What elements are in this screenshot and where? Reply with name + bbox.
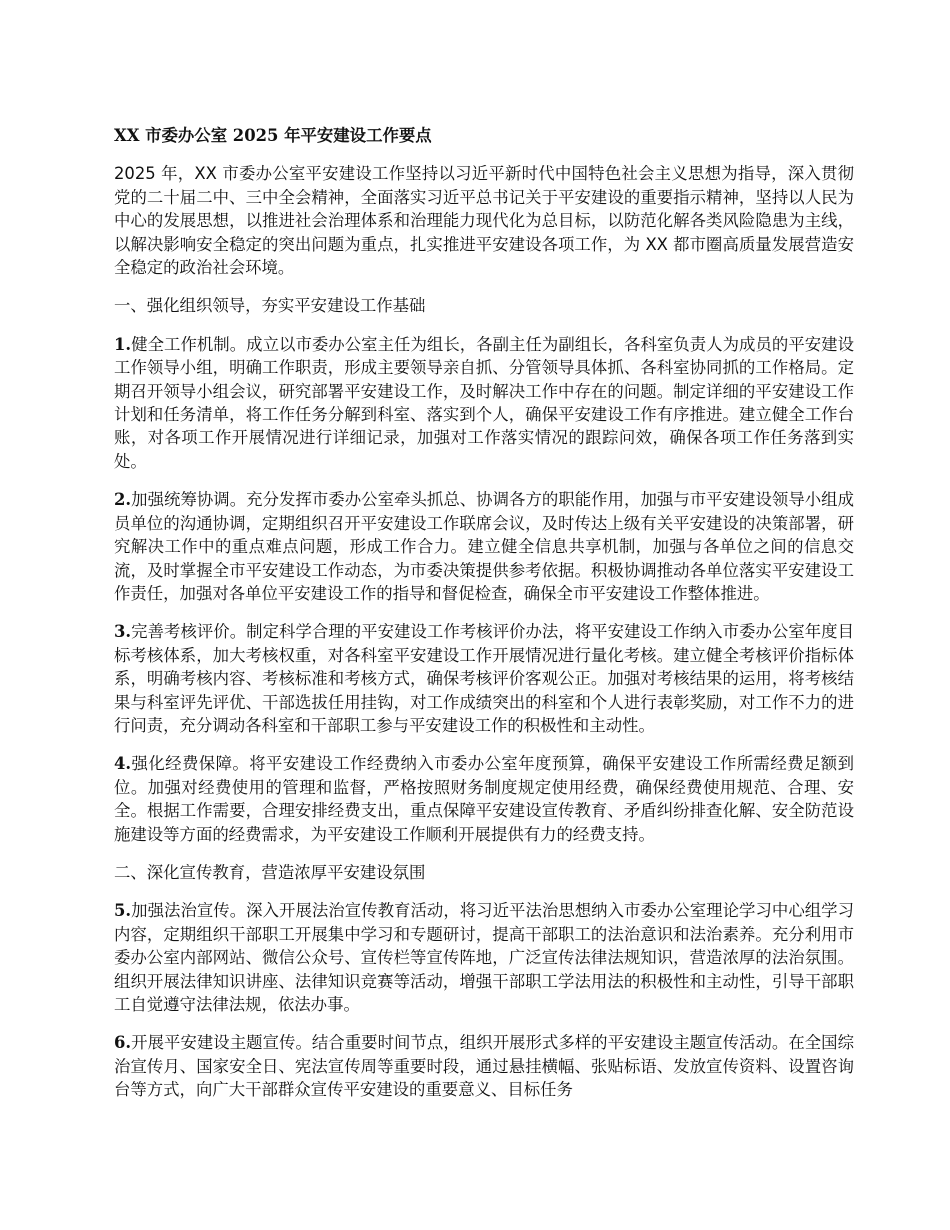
item-text: 强化经费保障。将平安建设工作经费纳入市委办公室年度预算，确保平安建设工作所需经费足额到位。加强对经费使用的管理和监督，严格按照财务制度规定使用经费，确保经费使用规范、合理、安全。根据工作需要，合理安排经费支出，重点保障平安建设宣传教育、矛盾纠纷排查化解、安全防范设施建设等方面的经费需求，为平安建设工作顺利开展提供有力的经费支持。	[114, 754, 854, 844]
list-item	[114, 899, 854, 1016]
item-text: 加强统筹协调。充分发挥市委办公室牵头抓总、协调各方的职能作用，加强与市平安建设领导小组成员单位的沟通协调，定期组织召开平安建设工作联席会议，及时传达上级有关平安建设的决策部署，研究解决工作中的重点难点问题，形成工作合力。建立健全信息共享机制，加强与各单位之间的信息交流，及时掌握全市平安建设工作动态，为市委决策提供参考依据。积极协调推动各单位落实平安建设工作责任，加强对各单位平安建设工作的指导和督促检查，确保全市平安建设工作整体推进。	[114, 490, 854, 603]
document-page	[114, 124, 854, 1117]
item-number: 3.	[114, 622, 132, 642]
list-item	[114, 488, 854, 605]
list-item	[114, 333, 854, 473]
item-text: 加强法治宣传。深入开展法治宣传教育活动，将习近平法治思想纳入市委办公室理论学习中心组学习内容，定期组织干部职工开展集中学习和专题研讨，提高干部职工的法治意识和法治素养。充分利用市委办公室内部网站、微信公众号、宣传栏等宣传阵地，广泛宣传法律法规知识，营造浓厚的法治氛围。组织开展法律知识讲座、法律知识竞赛等活动，增强干部职工学法用法的积极性和主动性，引导干部职工自觉遵守法律法规，依法办事。	[114, 901, 854, 1014]
item-text: 完善考核评价。制定科学合理的平安建设工作考核评价办法，将平安建设工作纳入市委办公室年度目标考核体系，加大考核权重，对各科室平安建设工作开展情况进行量化考核。建立健全考核评价指标体系，明确考核内容、考核标准和考核方式，确保考核评价客观公正。加强对考核结果的运用，将考核结果与科室评先评优、干部选拔任用挂钩，对工作成绩突出的科室和个人进行表彰奖励，对工作不力的进行问责，充分调动各科室和干部职工参与平安建设工作的积极性和主动性。	[114, 622, 854, 735]
item-number: 6.	[114, 1033, 132, 1053]
list-item	[114, 1031, 854, 1101]
list-item	[114, 620, 854, 737]
item-text: 开展平安建设主题宣传。结合重要时间节点，组织开展形式多样的平安建设主题宣传活动。在全国综治宣传月、国家安全日、宪法宣传周等重要时段，通过悬挂横幅、张贴标语、发放宣传资料、设置咨询台等方式，向广大干部群众宣传平安建设的重要意义、目标任务	[114, 1033, 854, 1100]
item-text: 健全工作机制。成立以市委办公室主任为组长，各副主任为副组长，各科室负责人为成员的平安建设工作领导小组，明确工作职责，形成主要领导亲自抓、分管领导具体抓、各科室协同抓的工作格局。定期召开领导小组会议，研究部署平安建设工作，及时解决工作中存在的问题。制定详细的平安建设工作计划和任务清单，将工作任务分解到科室、落实到个人，确保平安建设工作有序推进。建立健全工作台账，对各项工作开展情况进行详细记录，加强对工作落实情况的跟踪问效，确保各项工作任务落到实处。	[114, 334, 854, 471]
list-item	[114, 752, 854, 846]
item-number: 1.	[114, 334, 132, 354]
document-title: XX 市委办公室 2025 年平安建设工作要点	[114, 126, 432, 145]
section-heading-2: 二、深化宣传教育，营造浓厚平安建设氛围	[114, 862, 426, 882]
item-number: 2.	[114, 490, 132, 510]
item-number: 5.	[114, 901, 132, 921]
section-heading-1: 一、强化组织领导，夯实平安建设工作基础	[114, 296, 426, 316]
intro-paragraph: 2025 年，XX 市委办公室平安建设工作坚持以习近平新时代中国特色社会主义思想为指导，深入贯彻党的二十届二中、三中全会精神，全面落实习近平总书记关于平安建设的重要指示精神，坚持以人民为中心的发展思想，以推进社会治理体系和治理能力现代化为总目标，以防范化解各类风险隐患为主线，以解决影响安全稳定的突出问题为重点，扎实推进平安建设各项工作，为 XX 都市圈高质量发展营造安全稳定的政治社会环境。	[114, 164, 854, 278]
item-number: 4.	[114, 754, 132, 774]
